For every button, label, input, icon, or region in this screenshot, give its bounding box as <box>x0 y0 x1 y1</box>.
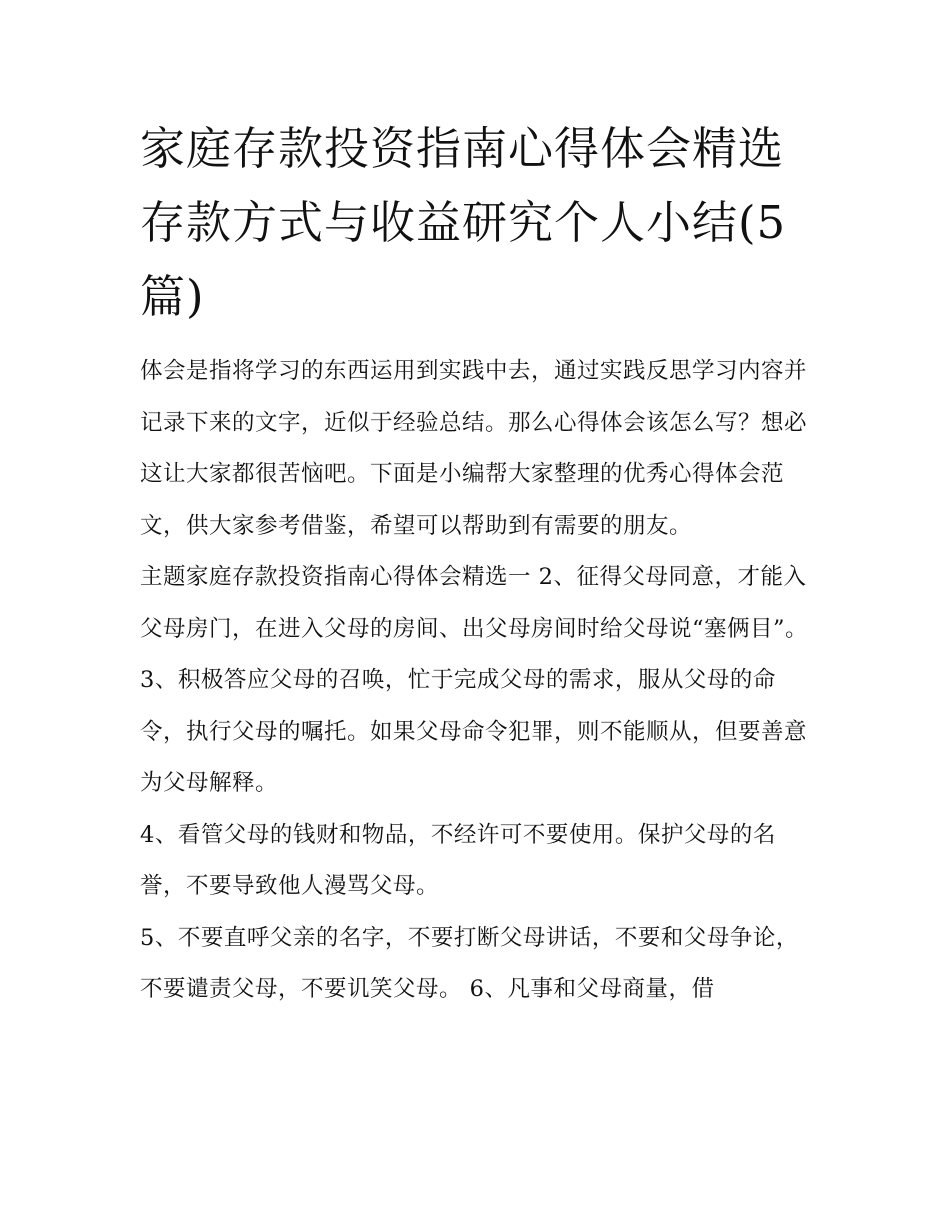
document-body <box>140 112 820 1016</box>
paragraph-item-2: 主题家庭存款投资指南心得体会精选一 2、征得父母同意，才能入父母房门，在进入父母的房间、出父母房间时给父母说“塞俩目”。 <box>140 564 809 642</box>
paragraph-intro: 体会是指将学习的东西运用到实践中去，通过实践反思学习内容并记录下来的文字，近似于经验总结。那么心得体会该怎么写？想必这让大家都很苦恼吧。下面是小编帮大家整理的优秀心得体会范文，供大家参考借鉴，希望可以帮助到有需要的朋友。 <box>140 358 808 539</box>
document-title: 家庭存款投资指南心得体会精选 存款方式与收益研究个人小结(5篇) <box>140 122 787 323</box>
paragraph-item-5: 5、不要直呼父亲的名字，不要打断父母讲话，不要和父母争论，不要谴责父母，不要讥笑父母。 6、凡事和父母商量，借 <box>140 924 799 1002</box>
paragraph-item-4: 4、看管父母的钱财和物品，不经许可不要使用。保护父母的名誉，不要导致他人漫骂父母。 <box>140 821 776 899</box>
paragraph-item-3: 3、积极答应父母的召唤，忙于完成父母的需求，服从父母的命令，执行父母的嘱托。如果父母命令犯罪，则不能顺从，但要善意为父母解释。 <box>140 667 808 796</box>
